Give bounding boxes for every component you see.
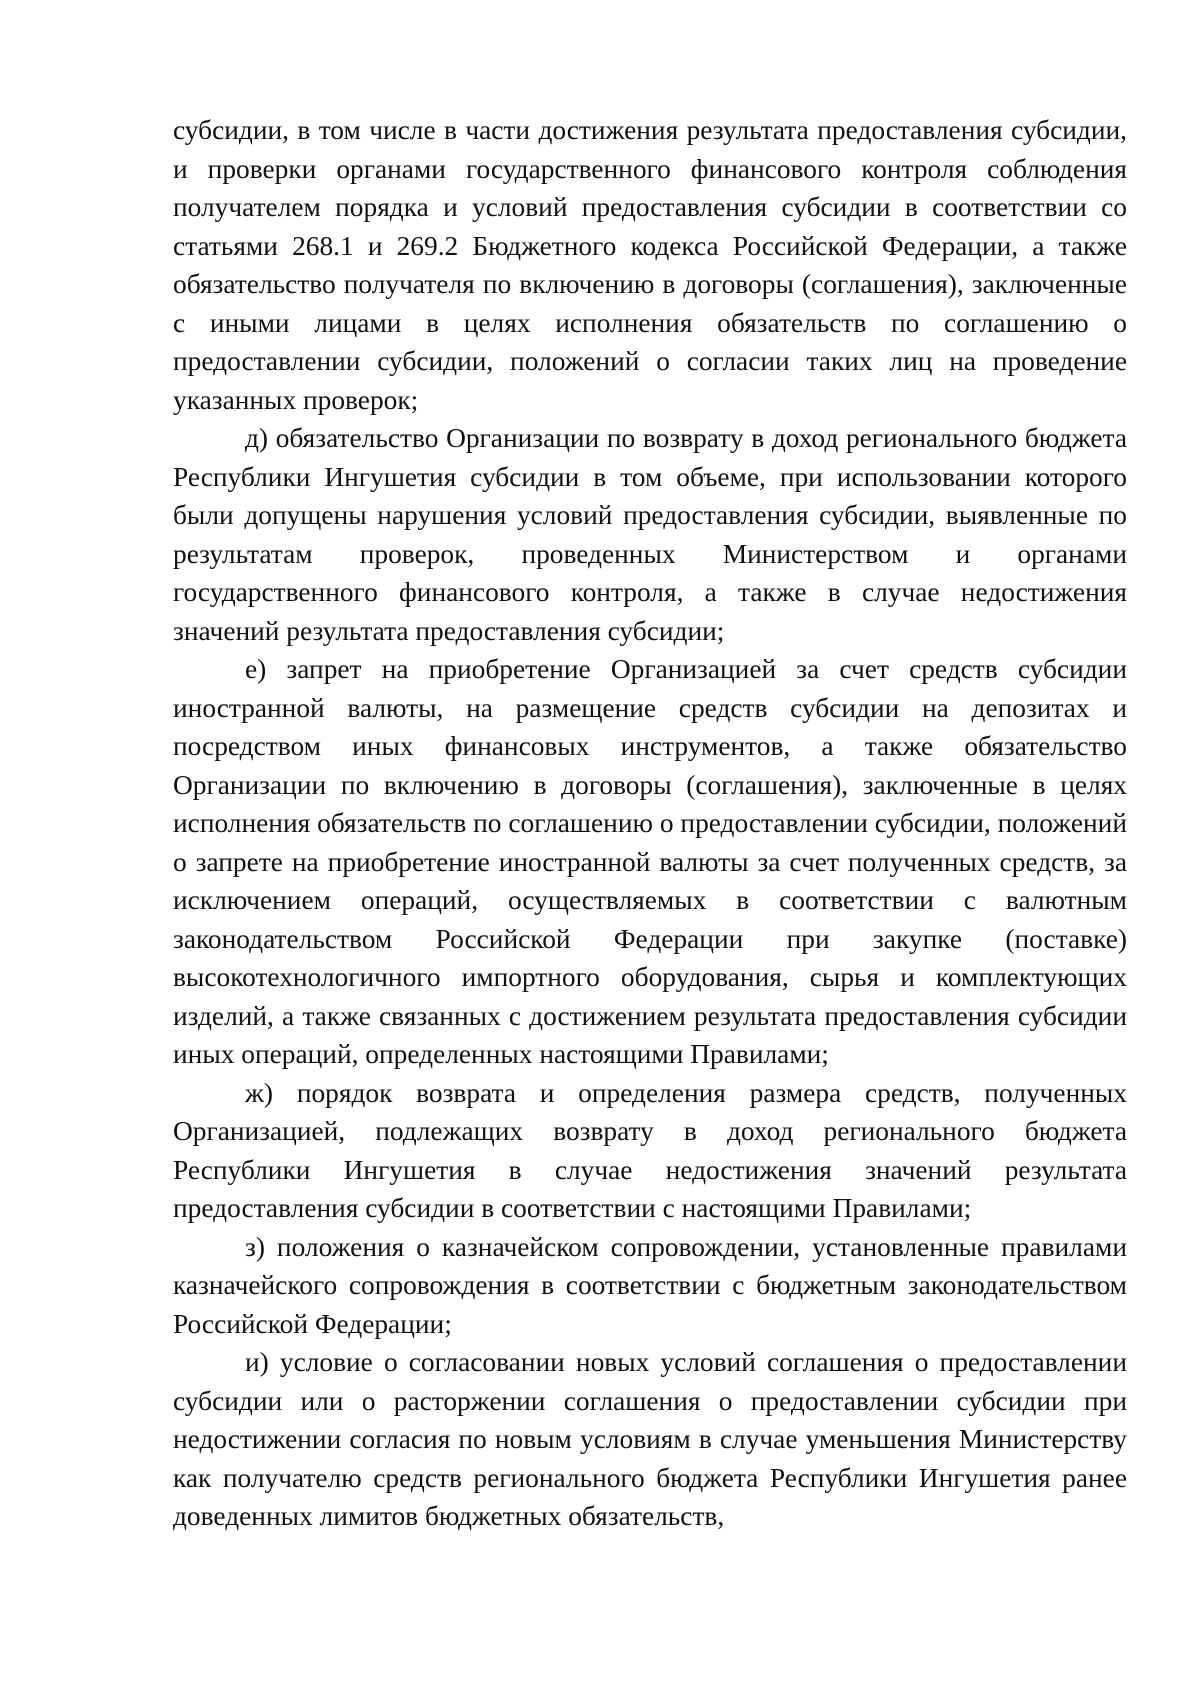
- document-body: [173, 111, 1127, 1536]
- paragraph-item-i: и) условие о согласовании новых условий соглашения о предоставлении субсидии или о расторжении соглашения о предоставлении субсидии при недостижении согласия по новым условиям в случае уменьшения Министерству как получателю средств регионального бюджета Республики Ингушетия ранее доведенных лимитов бюджетных обязательств,: [173, 1347, 1127, 1531]
- paragraph-item-zh: ж) порядок возврата и определения размера средств, полученных Организацией, подлежащих возврату в доход регионального бюджета Республики Ингушетия в случае недостижения значений результата предоставления субсидии в соответствии с настоящими Правилами;: [173, 1077, 1127, 1223]
- paragraph-item-e: е) запрет на приобретение Организацией за счет средств субсидии иностранной валюты, на размещение средств субсидии на депозитах и посредством иных финансовых инструментов, а также обязательство Организации по включению в договоры (соглашения), заключенные в целях исполнения обязательств по соглашению о предоставлении субсидии, положений о запрете на приобретение иностранной валюты за счет полученных средств, за исключением операций, осуществляемых в соответствии с валютным законодательством Российской Федерации при закупке (поставке) высокотехнологичного импортного оборудования, сырья и комплектующих изделий, а также связанных с достижением результата предоставления субсидии иных операций, определенных настоящими Правилами;: [173, 654, 1127, 1069]
- paragraph-continuation: субсидии, в том числе в части достижения результата предоставления субсидии, и проверки органами государственного финансового контроля соблюдения получателем порядка и условий предоставления субсидии в соответствии со статьями 268.1 и 269.2 Бюджетного кодекса Российской Федерации, а также обязательство получателя по включению в договоры (соглашения), заключенные с иными лицами в целях исполнения обязательств по соглашению о предоставлении субсидии, положений о согласии таких лиц на проведение указанных проверок;: [173, 115, 1127, 415]
- paragraph-item-z: з) положения о казначейском сопровождении, установленные правилами казначейского сопровождения в соответствии с бюджетным законодательством Российской Федерации;: [173, 1231, 1127, 1339]
- paragraph-item-d: д) обязательство Организации по возврату в доход регионального бюджета Республики Ингушетия субсидии в том объеме, при использовании которого были допущены нарушения условий предоставления субсидии, выявленные по результатам проверок, проведенных Министерством и органами государственного финансового контроля, а также в случае недостижения значений результата предоставления субсидии;: [173, 423, 1127, 646]
